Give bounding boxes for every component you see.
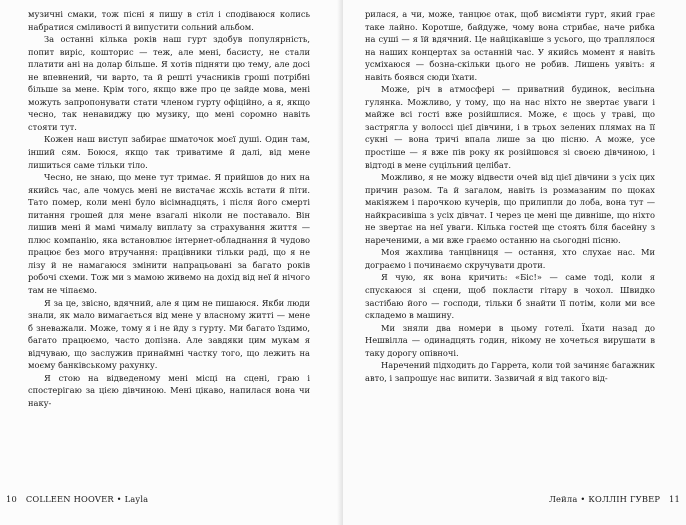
left-page-body bbox=[28, 8, 310, 410]
right-page-body bbox=[365, 8, 655, 384]
running-title: Layla bbox=[124, 494, 149, 504]
paragraph: Моя жахлива танцівниця — остання, хто слухає нас. Ми дограємо і починаємо скручувати дроти. bbox=[365, 247, 655, 270]
page-number: 11 bbox=[669, 494, 680, 504]
paragraph: Я за це, звісно, вдячний, але я цим не пишаюся. Якби люди знали, як мало вимагається від мене у власному житті — мене б зневажали. Може, тому я і не йду з гурту. Ми багато їздимо, багато працюємо, часто допізна. Але завдяки цим мукам я відчуваю, що заслужив принаймні частку того, що лежить на моєму банківському рахунку. bbox=[28, 297, 310, 371]
paragraph: Чесно, не знаю, що мене тут тримає. Я прийшов до них на якийсь час, але чомусь мені не вистачає жсхіь встати й піти. Тато помер, коли мені було вісімнадцять, і після його смерті питання грошей для мене взагалі ніколи не поставало. Він лишив мені й мамі чималу виплату за страхування життя — плюс компанію, яка встановлює інтернет-обладнання й чудово працює без мого втручання: працівники тільки раді, що я не лізу й не намагаюся змінити напрацьовані за багато років робочі схеми. Тож ми з мамою живемо на дохід від неї й нічого там не чіпаємо. bbox=[28, 172, 310, 296]
paragraph: Можливо, я не можу відвести очей від цієї дівчини з усіх цих причин разом. Та й загалом, навіть із розмазаним по щоках макіяжем і парочкою кучерів, що прилипли до лоба, вона тут — найкрасивіша з усіх дівчат. І через це мені ще дивніше, що ніхто не звертає на неї уваги. Кілька гостей ще стоять біля басейну з нареченими, а ми вже граємо останню на сьогодні пісню. bbox=[365, 172, 655, 245]
right-page bbox=[343, 0, 686, 525]
paragraph: Кожен наш виступ забирає шматочок моєї душі. Один там, інший сям. Боюся, якщо так триватиме й далі, від мене лишиться саме тільки тіло. bbox=[28, 134, 310, 170]
page-number: 10 bbox=[6, 494, 17, 504]
paragraph: музичні смаки, тож пісні я пишу в стіл і сподіваюся колись набратися сміливості й випустити сольний альбом. bbox=[28, 9, 310, 32]
bullet: • bbox=[580, 494, 586, 504]
paragraph: Може, річ в атмосфері — приватний будинок, весільна гулянка. Можливо, у тому, що на нас ніхто не звертає уваги і майже всі гості вже розійшлися. Може, є щось у траві, що застрягла у волоссі цієї дівчини, і в трьох зелених плямах на її сукні — вона тричі впала лише за цю пісню. А може, усе простіше — я вже пів року як розійшовся зі своєю дівчиною, і відтоді в мене суцільний целібат. bbox=[365, 84, 655, 170]
paragraph: рилася, а чи, може, танцює отак, щоб висміяти гурт, який грає таке лайно. Коротше, байдуже, чому вона стрибає, наче рибка на суші — я їй вдячний. Це найцікавіше з усього, що траплялося на наших концертах за останній час. У якийсь момент я навіть усміхаюся — бозна-скільки цього не робив. Лишень уявіть: я навіть боявся сюди їхати. bbox=[365, 9, 655, 82]
running-author: КОЛЛІН ГУВЕР bbox=[588, 494, 661, 504]
paragraph: Ми зняли два номери в цьому готелі. Їхати назад до Нешвілла — одинадцять годин, нікому не хочеться вирушати в таку дорогу опівночі. bbox=[365, 322, 655, 358]
right-page-footer bbox=[549, 494, 680, 504]
paragraph: За останні кілька років наш гурт здобув популярність, попит виріс, кошторис — теж, але мені, басисту, не стали платити ані на долар більше. Я хотів підняти цю тему, але досі не впевнений, чи варто, та й решті учасників гроші потрібні більше за мене. Крім того, якщо вже про це зайде мова, мені можуть запропонувати стати членом гурту офіційно, а я, якщо чесно, так ненавиджу цю музику, що мені соромно навіть стояти тут. bbox=[28, 34, 310, 132]
running-author: COLLEEN HOOVER bbox=[25, 494, 114, 504]
bullet: • bbox=[116, 494, 122, 504]
left-page-footer bbox=[6, 494, 148, 504]
paragraph: Я чую, як вона кричить: «Біс!» — саме тоді, коли я спускаюся зі сцени, щоб покласти гітару в чохол. Швидко застібаю його — господи, тільки б знайти її потім, коли ми все складемо в машину. bbox=[365, 272, 655, 321]
paragraph: Я стою на відведеному мені місці на сцені, граю і спостерігаю за цією дівчиною. Мені цікаво, напилася вона чи наку- bbox=[28, 372, 310, 408]
running-title: Лейла bbox=[548, 494, 578, 504]
paragraph: Наречений підходить до Гаррета, коли той зачиняє багажник авто, і запрошує нас випити. Зазвичай я від такого від- bbox=[365, 360, 655, 383]
